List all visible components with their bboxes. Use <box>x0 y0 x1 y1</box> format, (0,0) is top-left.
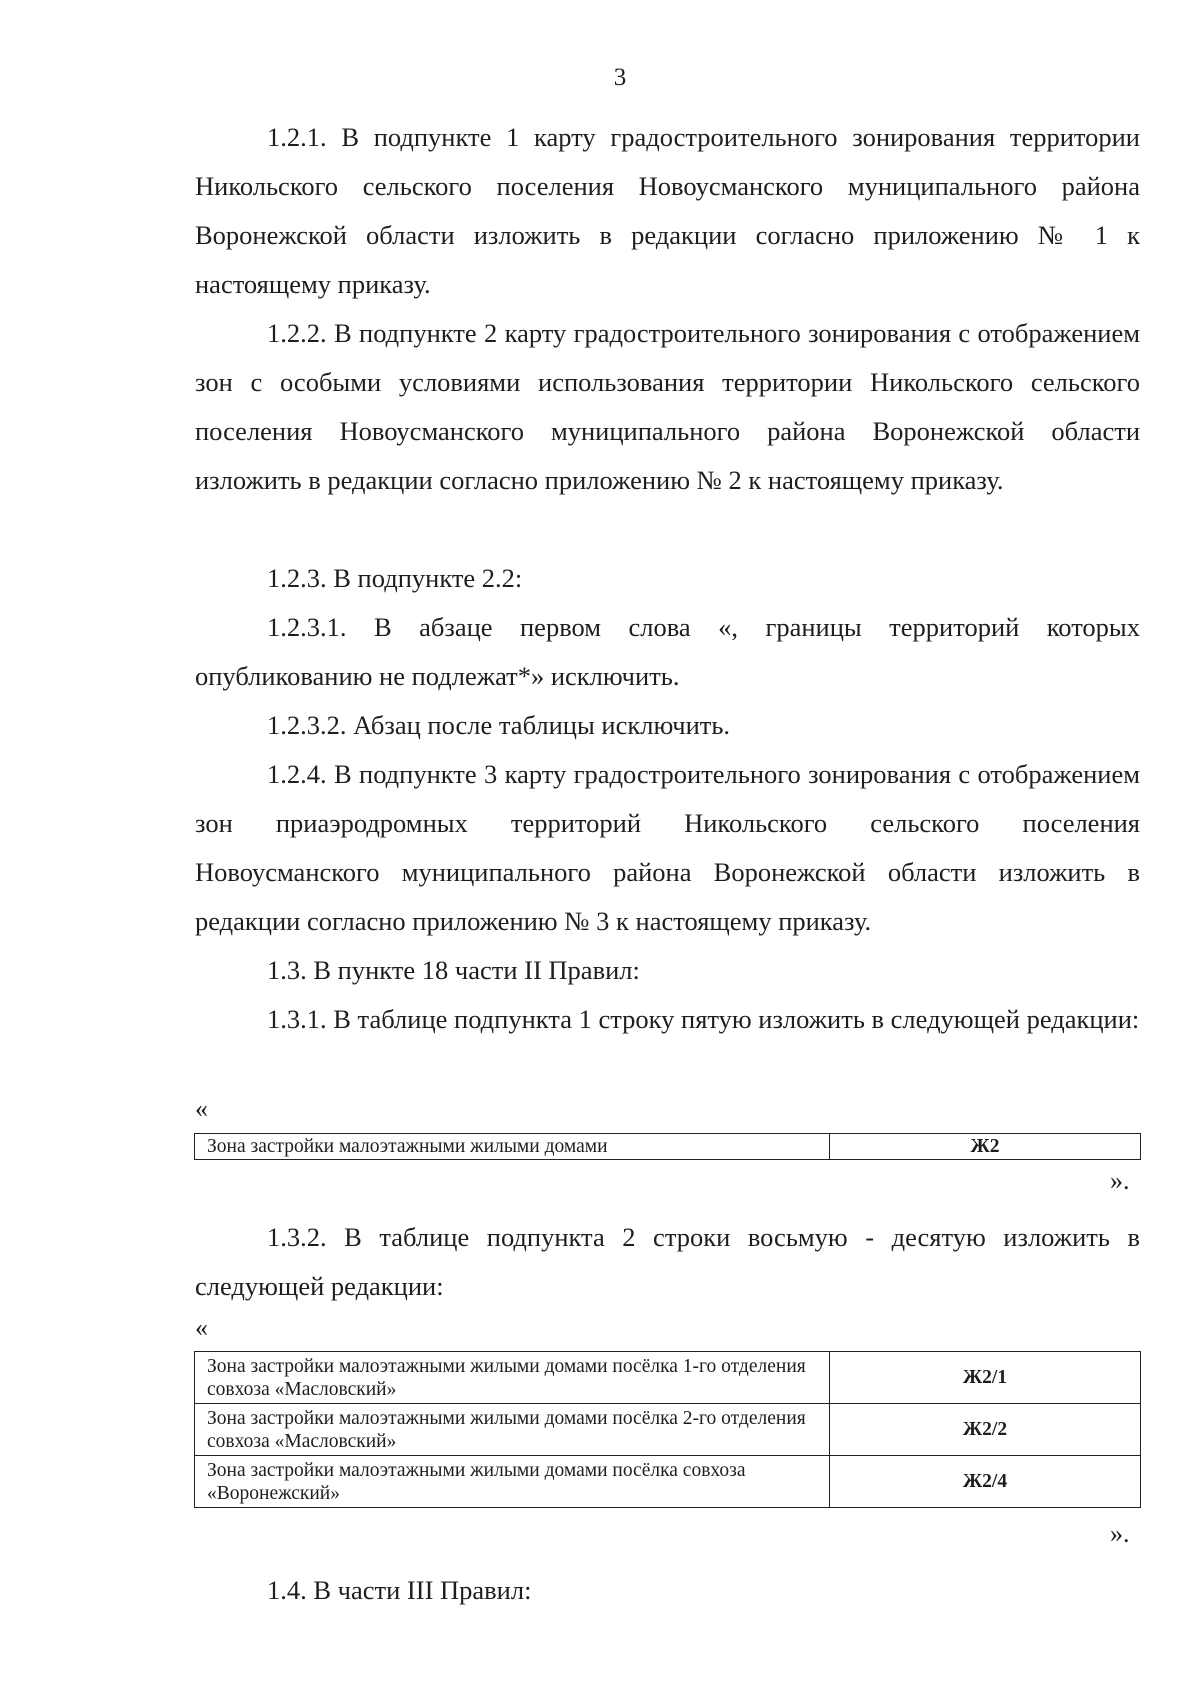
page-number: 3 <box>613 64 627 91</box>
table-row <box>195 1404 1141 1456</box>
zone-name-cell: Зона застройки малоэтажными жилыми домами <box>195 1134 830 1160</box>
zone-table-1 <box>194 1133 1141 1160</box>
paragraph-1-2-1: 1.2.1. В подпункте 1 карту градостроительного зонирования территории Никольского сельского поселения Новоусманского муниципального района Воронежской области изложить в редакции согласно приложению № 1 к настоящему приказу. <box>195 122 1140 299</box>
zone-code-cell: Ж2/2 <box>830 1404 1141 1456</box>
zone-name-cell: Зона застройки малоэтажными жилыми домами посёлка 2-го отделения совхоза «Масловский» <box>195 1404 830 1456</box>
table-row <box>195 1134 1141 1160</box>
zone-table-2 <box>194 1351 1141 1508</box>
paragraph-1-4: 1.4. В части III Правил: <box>267 1575 532 1605</box>
opening-quote-2: « <box>195 1313 208 1342</box>
paragraph-1-2-3-1: 1.2.3.1. В абзаце первом слова «, границы территорий которых опубликованию не подлежат*» исключить. <box>195 612 1140 691</box>
paragraph-1-3: 1.3. В пункте 18 части II Правил: <box>267 955 640 985</box>
paragraph-1-3-1: 1.3.1. В таблице подпункта 1 строку пятую изложить в следующей редакции: <box>267 1004 1140 1034</box>
zone-name-cell: Зона застройки малоэтажными жилыми домами посёлка совхоза «Воронежский» <box>195 1456 830 1508</box>
closing-quote-1: ». <box>1110 1166 1130 1195</box>
table-row <box>195 1352 1141 1404</box>
paragraph-1-2-3-2: 1.2.3.2. Абзац после таблицы исключить. <box>267 710 731 740</box>
paragraph-1-3-2: 1.3.2. В таблице подпункта 2 строки восьмую - десятую изложить в следующей редакции: <box>195 1222 1140 1301</box>
zone-code-cell: Ж2/4 <box>830 1456 1141 1508</box>
paragraph-1-2-2: 1.2.2. В подпункте 2 карту градостроительного зонирования с отображением зон с особыми условиями использования территории Никольского сельского поселения Новоусманского муниципального района Воронежской области изложить в редакции согласно приложению № 2 к настоящему приказу. <box>195 318 1140 495</box>
opening-quote-1: « <box>195 1094 208 1123</box>
zone-code-cell: Ж2 <box>830 1134 1141 1160</box>
paragraph-1-2-4: 1.2.4. В подпункте 3 карту градостроительного зонирования с отображением зон приаэродромных территорий Никольского сельского поселения Новоусманского муниципального района Воронежской области изложить в редакции согласно приложению № 3 к настоящему приказу. <box>195 759 1140 936</box>
closing-quote-2: ». <box>1110 1519 1130 1548</box>
table-row <box>195 1456 1141 1508</box>
paragraph-1-2-3: 1.2.3. В подпункте 2.2: <box>267 563 523 593</box>
zone-name-cell: Зона застройки малоэтажными жилыми домами посёлка 1-го отделения совхоза «Масловский» <box>195 1352 830 1404</box>
zone-code-cell: Ж2/1 <box>830 1352 1141 1404</box>
